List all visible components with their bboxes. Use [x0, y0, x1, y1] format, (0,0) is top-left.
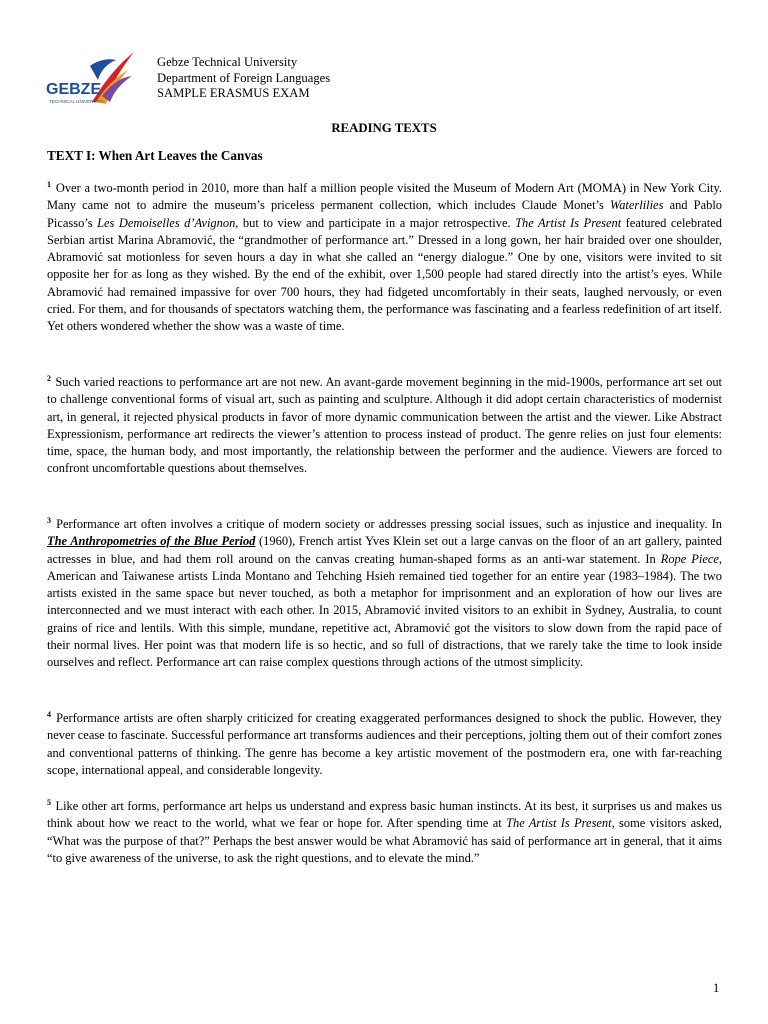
logo-graphic	[44, 46, 136, 112]
paragraph-number: 1	[47, 180, 51, 189]
exam-title: SAMPLE ERASMUS EXAM	[157, 86, 310, 100]
paragraph-3	[47, 516, 722, 672]
paragraph-4	[47, 710, 722, 779]
paragraph-text: and Pablo Picasso’s	[47, 198, 722, 230]
paragraph-number: 4	[47, 710, 51, 719]
paragraph-number: 5	[47, 798, 51, 807]
artwork-title: Waterlilies	[609, 198, 664, 213]
university-name: Gebze Technical University	[157, 55, 298, 69]
paragraph-number: 2	[47, 374, 51, 383]
paragraph-text: Over a two-month period in 2010, more than half a million people visited the Museum of Modern Art (MOMA) in New York City. Many came not to admire the museum’s priceless permanent collection, which includes Claude Monet’s	[47, 181, 723, 213]
logo-text: GEBZE	[46, 81, 102, 98]
artwork-title-emphasized: The Anthropometries of the Blue Period	[47, 534, 256, 549]
department-name: Department of Foreign Languages	[157, 70, 331, 85]
paragraph-text: , some visitors asked, “What was the purpose of that?” Perhaps the best answer would be what Abramović has said of performance art in general, that it aims “to give awareness of the universe, to ask the right questions, and to elevate the mind.”	[47, 816, 723, 865]
paragraph-number: 3	[47, 516, 51, 525]
document-header	[157, 55, 330, 102]
paragraph-text: (1960), French artist Yves Klein set out a large canvas on the floor of an art gallery, painted actresses in blue, and had them roll around on the canvas creating human-shaped forms as an anti-war statement. In	[47, 534, 722, 566]
paragraph-text: Performance art often involves a critique of modern society or addresses pressing social issues, such as injustice and inequality. In	[56, 517, 723, 531]
artwork-title: Rope Piece	[660, 551, 719, 566]
paragraph-text: Such varied reactions to performance art are not new. An avant-garde movement beginning in the mid-1900s, performance art set out to challenge conventional forms of visual art, such as painting and sculpture. Although it did adopt certain characteristics of modernist art, in general, it rejected physical products in favor of more dynamic communication between the artist and the viewer. Like Abstract Expressionism, performance art redirects the viewer’s attention to process instead of product. The genre relies on just four elements: time, space, the human body, and most importantly, the relationship between the performer and the audience. Viewers are forced to confront uncomfortable questions about themselves.	[47, 375, 722, 476]
paragraph-text: , but to view and participate in a major retrospective.	[235, 215, 516, 230]
university-logo	[44, 46, 136, 112]
artwork-title: Les Demoiselles d’Avignon	[97, 215, 236, 230]
paragraph-2	[47, 374, 722, 478]
paragraph-1	[47, 180, 722, 336]
page-number: 1	[713, 981, 720, 995]
paragraph-text: Performance artists are often sharply criticized for creating exaggerated performances designed to shock the public. However, they never cease to fascinate. Successful performance art transforms audiences and their perceptions, jolting them out of their comfort zones and conventional patterns of thinking. The genre has become a key artistic movement of the postmodern era, one with far-reaching scope, international appeal, and considerable longevity.	[47, 711, 722, 777]
logo-subtext: TECHNICAL UNIVERSITY	[49, 99, 104, 104]
paragraph-text: featured celebrated Serbian artist Marina Abramović, the “grandmother of performance art.” Dressed in a long gown, her hair braided over one shoulder, Abramović sat motionless for seven hours a day in what she called an “energy dialogue.” One by one, visitors were invited to sit opposite her for as long as they wished. By the end of the exhibit, over 1,500 people had stared directly into the artist’s eyes. While Abramović had remained impassive for over 700 hours, they had fidgeted uncomfortably in their seats, laughed nervously, or even cried. For them, and for thousands of spectators watching them, the performance was fascinating and a fearless redefinition of art itself. Yet others wondered whether the show was a waste of time.	[47, 215, 722, 334]
paragraph-5	[47, 798, 722, 867]
paragraph-text: , American and Taiwanese artists Linda Montano and Tehching Hsieh remained tied together for an entire year (1983–1984). The two artists existed in the same space but never touched, as both a metaphor for imprisonment and an exploration of how our lives are interconnected and we must interact with each other. In 2015, Abramović invited visitors to an exhibit in Sydney, Australia, to count grains of rice and lentils. With this simple, mundane, repetitive act, Abramović got the visitors to slow down from the rapid pace of their normal lives. Her point was that modern life is so hectic, and so full of distractions, that we rarely take the time to look inside ourselves and reflect. Performance art can raise complex questions through actions of the utmost simplicity.	[47, 551, 722, 670]
exhibition-title: The Artist Is Present	[515, 215, 622, 230]
paragraph-text: Like other art forms, performance art helps us understand and express basic human instincts. At its best, it surprises us and makes us think about how we react to the world, what we fear or hope for. After spending time at	[47, 799, 722, 831]
section-title: READING TEXTS	[331, 121, 437, 135]
text-title: TEXT I: When Art Leaves the Canvas	[47, 148, 263, 163]
exhibition-title: The Artist Is Present	[506, 816, 612, 831]
